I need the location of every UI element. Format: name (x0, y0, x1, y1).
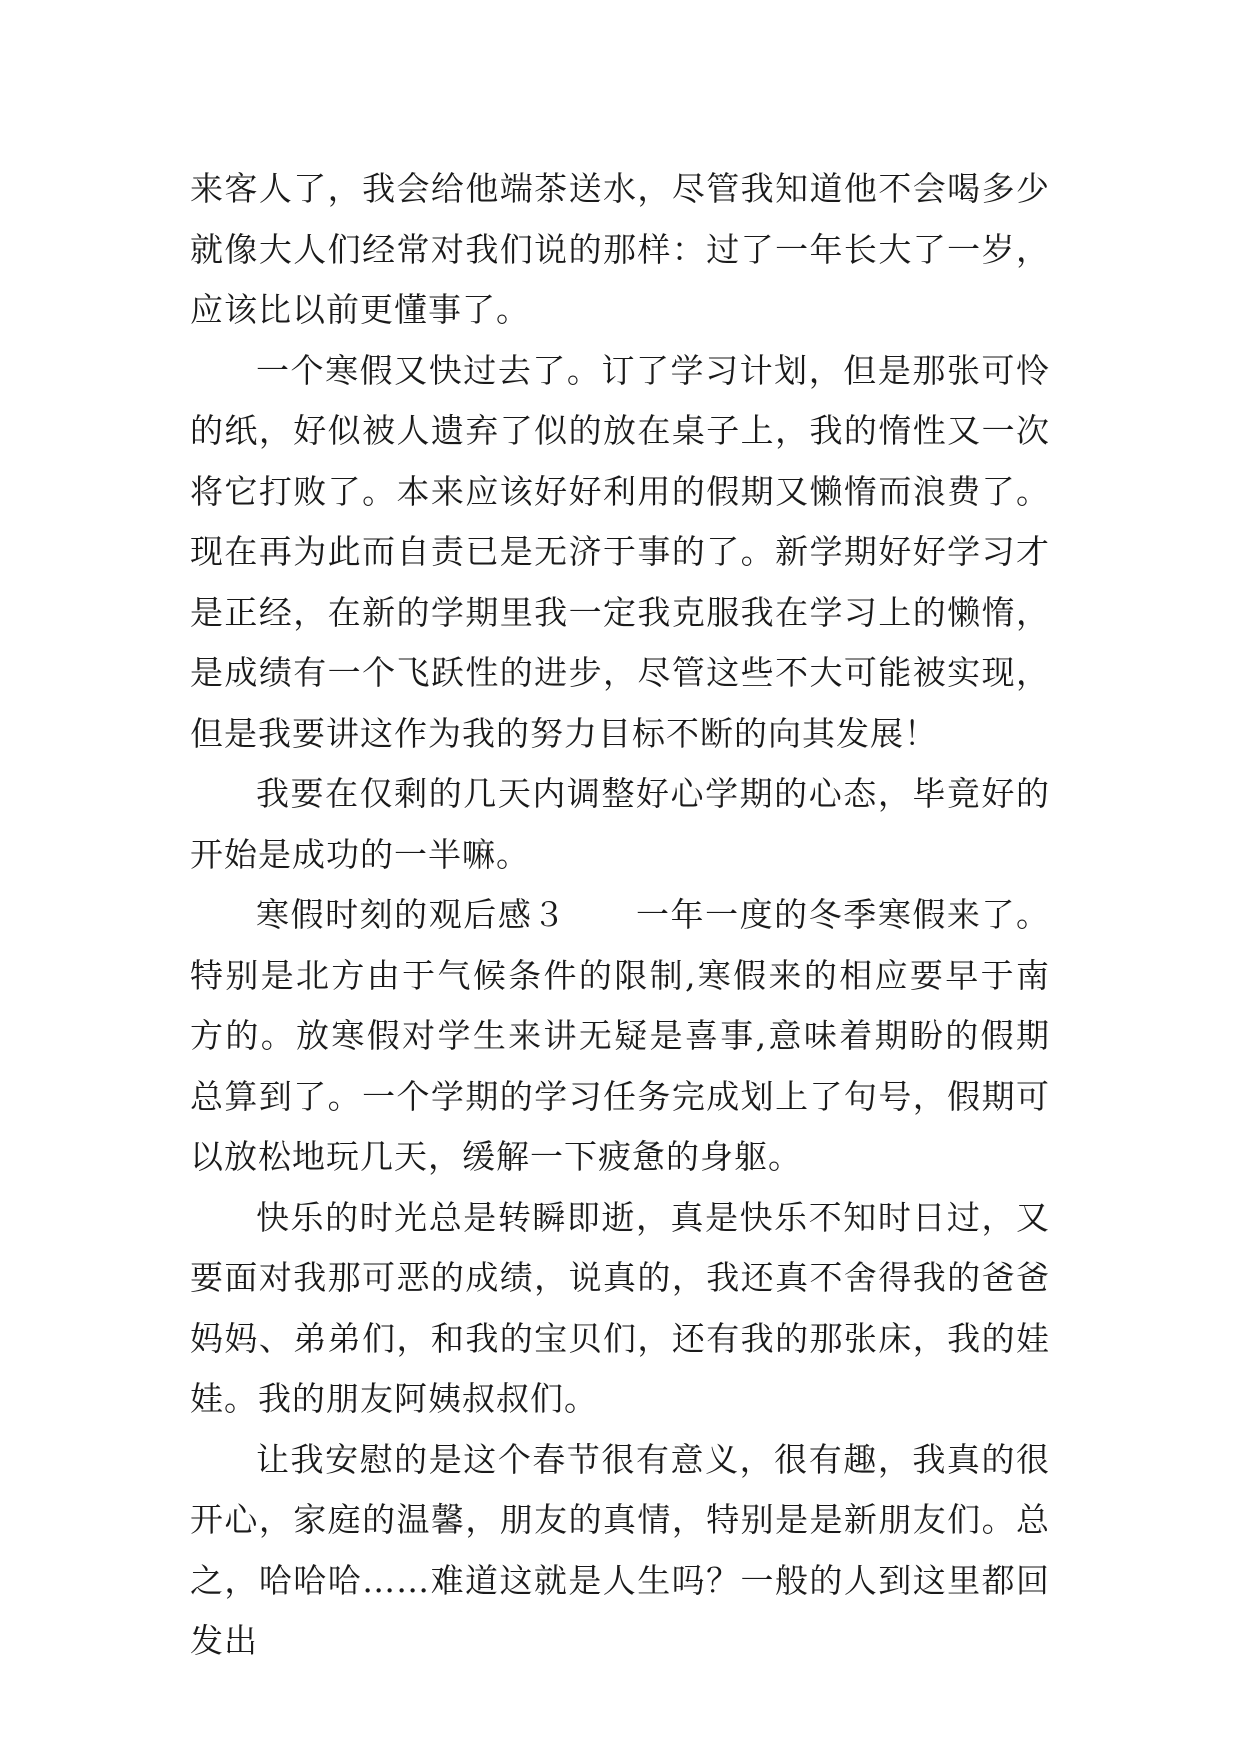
paragraph-1: 来客人了，我会给他端茶送水，尽管我知道他不会喝多少就像大人们经常对我们说的那样：过了一年长大了一岁，应该比以前更懂事了。 (190, 169, 1050, 329)
paragraph-6: 让我安慰的是这个春节很有意义，很有趣，我真的很开心，家庭的温馨，朋友的真情，特别是是新朋友们。总之，哈哈哈……难道这就是人生吗？一般的人到这里都回发出 (190, 1439, 1050, 1660)
paragraph-4: 寒假时刻的观后感３ 一年一度的冬季寒假来了。特别是北方由于气候条件的限制,寒假来的相应要早于南方的。放寒假对学生来讲无疑是喜事,意味着期盼的假期总算到了。一个学期的学习任务完成划上了句号，假期可以放松地玩几天，缓解一下疲惫的身躯。 (190, 895, 1050, 1176)
paragraph-5: 快乐的时光总是转瞬即逝，真是快乐不知时日过，又要面对我那可恶的成绩，说真的，我还真不舍得我的爸爸妈妈、弟弟们，和我的宝贝们，还有我的那张床，我的娃娃。我的朋友阿姨叔叔们。 (190, 1197, 1050, 1418)
paragraph-3: 我要在仅剩的几天内调整好心学期的心态，毕竟好的开始是成功的一半嘛。 (190, 774, 1050, 874)
document-body (190, 159, 1050, 1672)
paragraph-2: 一个寒假又快过去了。订了学习计划，但是那张可怜的纸，好似被人遗弃了似的放在桌子上，我的惰性又一次将它打败了。本来应该好好利用的假期又懒惰而浪费了。现在再为此而自责已是无济于事的了。新学期好好学习才是正经，在新的学期里我一定我克服我在学习上的懒惰，是成绩有一个飞跃性的进步，尽管这些不大可能被实现，但是我要讲这作为我的努力目标不断的向其发展！ (190, 350, 1050, 753)
